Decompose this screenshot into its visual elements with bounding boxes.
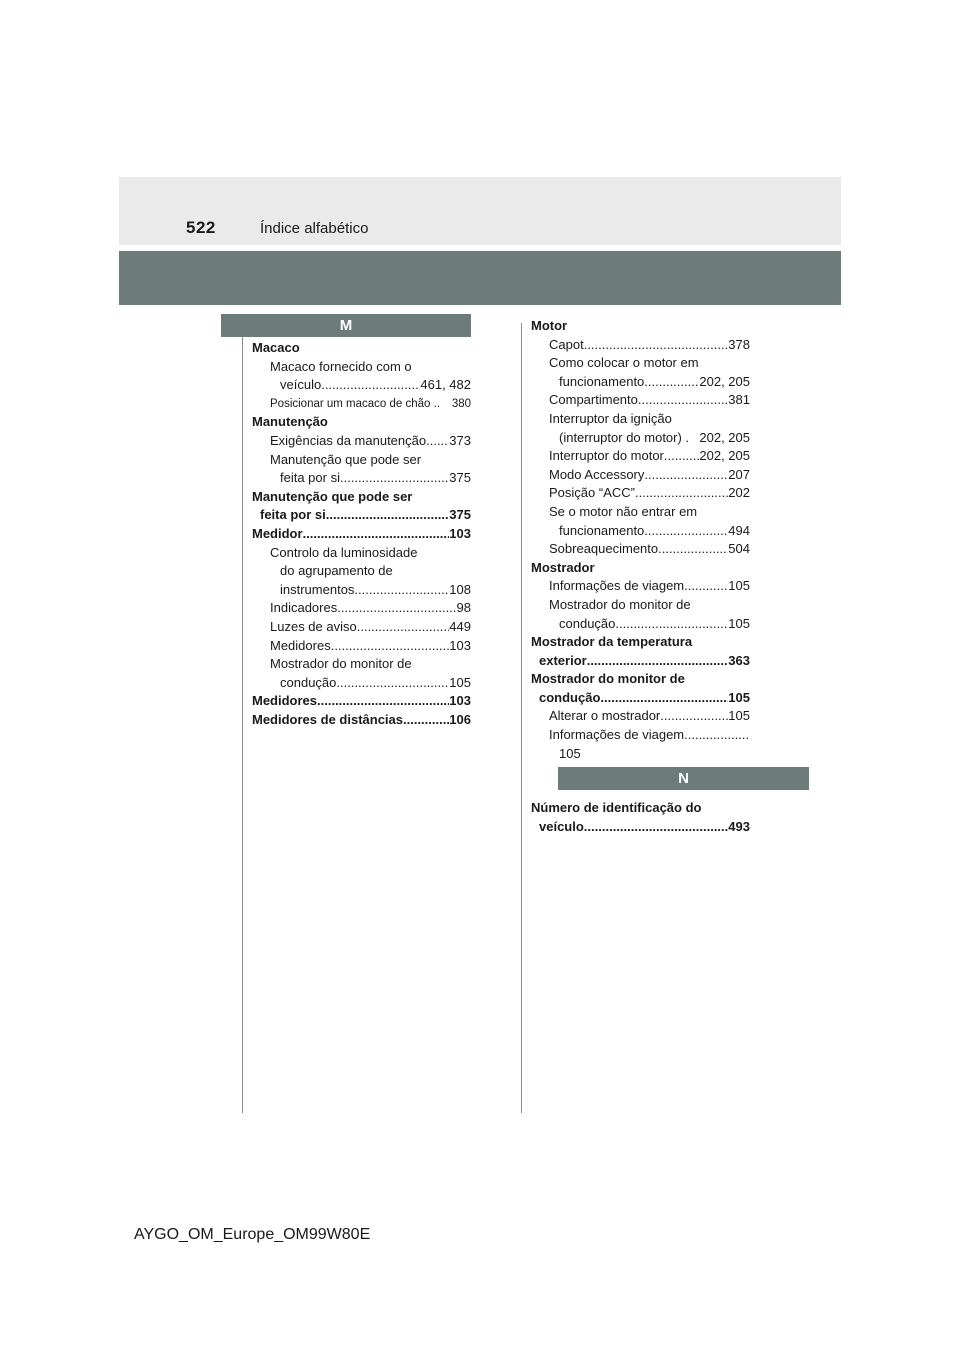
- index-entry: [531, 466, 750, 485]
- index-entry: [531, 707, 750, 726]
- index-entry: Interruptor da ignição: [549, 410, 672, 426]
- dot-leader: [403, 711, 449, 730]
- entry-page: 378: [728, 336, 750, 352]
- entry-page: 202, 205: [699, 448, 750, 464]
- index-entry: Mostrador: [531, 559, 595, 575]
- page-title: Índice alfabético: [260, 220, 369, 237]
- index-column-left: [252, 339, 471, 729]
- entry-text: Modo Accessory: [549, 466, 645, 482]
- entry-page: 373: [449, 432, 471, 448]
- entry-page: 106: [449, 711, 471, 727]
- dot-leader: [317, 692, 449, 711]
- entry-text: Posição “ACC”: [549, 485, 635, 501]
- entry-text: Medidores: [270, 637, 331, 653]
- index-entry: [531, 373, 750, 392]
- entry-text: veículo: [539, 818, 584, 834]
- dot-leader: [644, 373, 699, 392]
- dot-leader: [357, 618, 450, 637]
- index-entry: [531, 726, 750, 745]
- index-entry: [252, 618, 471, 637]
- entry-page: 449: [449, 618, 471, 634]
- header-top-bar: [119, 177, 841, 245]
- index-entry: [252, 395, 471, 414]
- entry-text: Indicadores: [270, 600, 338, 616]
- dot-leader: [303, 525, 450, 544]
- index-entry: [531, 689, 750, 708]
- entry-text: Medidor: [252, 525, 303, 541]
- dot-leader: [684, 726, 750, 745]
- entry-page: 375: [449, 470, 471, 486]
- index-entry: [531, 577, 750, 596]
- entry-page: 103: [449, 525, 471, 541]
- dot-leader: [584, 818, 729, 837]
- entry-text: Compartimento: [549, 392, 638, 408]
- entry-text: Luzes de aviso: [270, 618, 357, 634]
- index-entry: do agrupamento de: [280, 563, 393, 579]
- entry-page: 381: [728, 392, 750, 408]
- dot-leader: [331, 637, 450, 656]
- dot-leader: [426, 432, 449, 451]
- index-entry: Número de identificação do: [531, 800, 702, 815]
- entry-page: 105: [728, 689, 750, 705]
- entry-page: 105: [728, 708, 750, 724]
- dot-leader: [584, 336, 729, 355]
- entry-text: funcionamento: [559, 373, 645, 389]
- dot-leader: [660, 707, 728, 726]
- entry-page: 461, 482: [420, 377, 471, 393]
- dot-leader: [638, 391, 728, 410]
- entry-text: condução: [280, 674, 337, 690]
- entry-text: funcionamento: [559, 522, 645, 538]
- index-entry: [531, 522, 750, 541]
- entry-page: 103: [449, 637, 471, 653]
- dot-leader: [684, 577, 728, 596]
- dot-leader: [326, 506, 450, 525]
- entry-text: feita por si: [260, 507, 326, 523]
- entry-text: Medidores de distâncias: [252, 711, 403, 727]
- entry-text: (interruptor do motor) .: [559, 429, 690, 445]
- index-entry: [252, 432, 471, 451]
- index-entry: [531, 615, 750, 634]
- index-entry: Mostrador do monitor de: [531, 671, 685, 687]
- entry-text: Exigências da manutenção: [270, 432, 427, 448]
- entry-text: Informações de viagem: [549, 727, 685, 743]
- index-entry: [531, 429, 750, 448]
- dot-leader: [340, 469, 449, 488]
- index-entry: [531, 447, 750, 466]
- entry-page: 98: [456, 600, 471, 616]
- entry-text: Capot: [549, 336, 584, 352]
- dot-leader: [337, 599, 456, 618]
- index-entry: [531, 540, 750, 559]
- index-entry: [252, 692, 471, 711]
- dot-leader: [321, 376, 420, 395]
- dot-leader: [354, 581, 449, 600]
- index-column-right: [531, 317, 750, 763]
- entry-text: Medidores: [252, 693, 318, 709]
- index-entry: Manutenção: [252, 414, 328, 430]
- dot-leader: [664, 447, 700, 466]
- entry-text: Informações de viagem: [549, 578, 685, 594]
- entry-page: 105: [728, 578, 750, 594]
- dot-leader: [644, 466, 728, 485]
- entry-page: 375: [449, 507, 471, 523]
- index-entry: Macaco: [252, 340, 300, 355]
- entry-page: 494: [728, 522, 750, 538]
- index-entry: [252, 469, 471, 488]
- entry-page: 105: [728, 615, 750, 631]
- entry-text: condução: [539, 689, 601, 705]
- dot-leader: [600, 689, 728, 708]
- entry-text: exterior: [539, 652, 587, 668]
- section-header-n: N: [558, 767, 809, 790]
- index-entry: [252, 637, 471, 656]
- entry-page: 108: [449, 581, 471, 597]
- index-entry: Se o motor não entrar em: [549, 503, 698, 519]
- dot-leader: [635, 484, 728, 503]
- entry-page: 202: [728, 485, 750, 501]
- page-number: 522: [186, 218, 216, 237]
- index-entry: Macaco fornecido com o: [270, 358, 412, 374]
- index-entry: 105: [559, 745, 581, 761]
- column-divider-left: [242, 323, 243, 1113]
- index-column-right-n: [531, 799, 750, 836]
- entry-text: condução: [559, 615, 616, 631]
- column-divider-right: [521, 323, 522, 1113]
- index-entry: [252, 674, 471, 693]
- index-entry: Controlo da luminosidade: [270, 544, 418, 560]
- index-entry: Manutenção que pode ser: [252, 488, 413, 504]
- index-entry: Mostrador do monitor de: [270, 656, 412, 672]
- dot-leader: [587, 652, 729, 671]
- index-entry: [252, 525, 471, 544]
- index-entry: [531, 818, 750, 837]
- entry-page: 105: [449, 674, 471, 690]
- index-entry: [252, 711, 471, 730]
- entry-page: 202, 205: [699, 429, 750, 445]
- index-entry: [531, 391, 750, 410]
- dot-leader: [658, 540, 728, 559]
- entry-page: 103: [449, 693, 471, 709]
- entry-page: 504: [728, 541, 750, 557]
- index-entry: [531, 484, 750, 503]
- index-entry: [252, 506, 471, 525]
- entry-text: instrumentos: [280, 581, 355, 597]
- entry-text: feita por si: [280, 470, 340, 486]
- entry-text: Sobreaquecimento: [549, 541, 659, 557]
- entry-page: 363: [728, 652, 750, 668]
- entry-page: 207: [728, 466, 750, 482]
- index-entry: [531, 652, 750, 671]
- entry-text: Posicionar um macaco de chão ..: [270, 397, 441, 410]
- entry-text: Alterar o mostrador: [549, 708, 661, 724]
- index-entry: Mostrador do monitor de: [549, 596, 691, 612]
- document-id: AYGO_OM_Europe_OM99W80E: [134, 1226, 371, 1243]
- index-entry: Como colocar o motor em: [549, 355, 699, 371]
- section-header-m: M: [221, 314, 471, 337]
- entry-text: Interruptor do motor: [549, 448, 664, 464]
- header-band: [119, 251, 841, 305]
- entry-page: 380: [451, 397, 471, 410]
- index-entry: Manutenção que pode ser: [270, 451, 422, 467]
- entry-page: 493: [728, 818, 750, 834]
- dot-leader: [615, 615, 728, 634]
- index-entry: [531, 336, 750, 355]
- entry-page: 202, 205: [699, 373, 750, 389]
- index-entry: [252, 581, 471, 600]
- dot-leader: [644, 522, 728, 541]
- index-entry: Mostrador da temperatura: [531, 634, 693, 650]
- entry-text: veículo: [280, 377, 322, 393]
- index-entry: Motor: [531, 318, 568, 333]
- dot-leader: [336, 674, 449, 693]
- index-entry: [252, 599, 471, 618]
- index-entry: [252, 376, 471, 395]
